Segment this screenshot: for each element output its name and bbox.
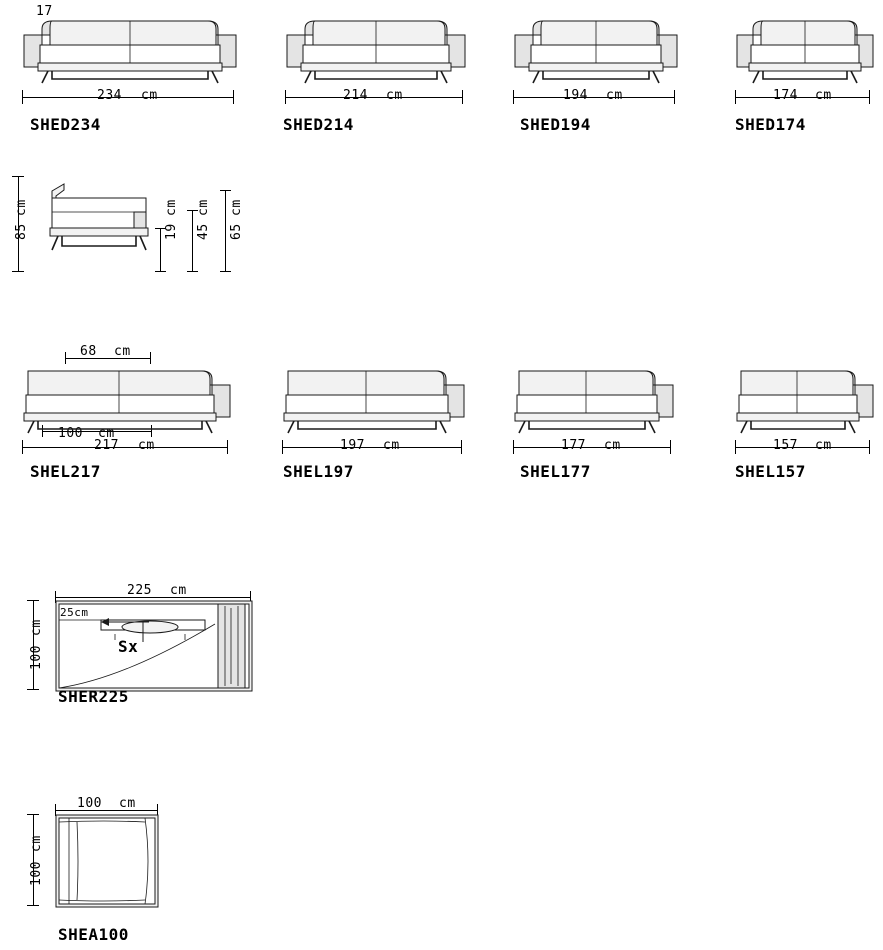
code-label-sher225: SHER225: [58, 687, 129, 706]
code-label-shea100: SHEA100: [58, 925, 129, 944]
dimension-tick-right: [227, 440, 228, 454]
dimension-tick-right: [233, 90, 234, 104]
dimension-tick-top: [220, 190, 231, 191]
dimension-unit-shel157: cm: [815, 438, 832, 453]
module-shed194: [513, 5, 679, 103]
dimension-tick-top: [27, 814, 39, 815]
dimension-width-shed174: 174: [773, 88, 798, 103]
dimension-depth-shea100: 100: [29, 861, 44, 886]
dimension-depth-shea100-unit: cm: [29, 835, 44, 852]
dimension-width-sher225: 225: [127, 583, 152, 598]
dimension-width-shel197: 197: [340, 438, 365, 453]
dimension-line-shed194: [513, 97, 675, 98]
dimension-tick-left: [513, 440, 514, 454]
dimension-line-shed234: [22, 97, 234, 98]
dimension-unit-shed174: cm: [815, 88, 832, 103]
dimension-depth-top-unit: cm: [114, 344, 131, 359]
dimension-tick-right: [461, 440, 462, 454]
dimension-depth-sher225: 100: [29, 645, 44, 670]
sofa-elevation-shel197: [282, 355, 466, 435]
dimension-tick-bottom: [220, 271, 231, 272]
dimension-width-shel157: 157: [773, 438, 798, 453]
dimension-tick-bottom: [12, 271, 24, 272]
dimension-unit-shed234: cm: [141, 88, 158, 103]
dimension-unit-shed194: cm: [606, 88, 623, 103]
dimension-line-shel217: [22, 447, 228, 448]
module-shel177: [513, 355, 675, 453]
code-label-shed234: SHED234: [30, 115, 101, 134]
dimension-tick-left: [513, 90, 514, 104]
dimension-width-shel217: 217: [94, 438, 119, 453]
sofa-elevation-shed234: [22, 5, 238, 85]
dimension-tick-left: [735, 90, 736, 104]
dimension-tick-left: [285, 90, 286, 104]
dimension-unit-shea100: cm: [119, 796, 136, 811]
direction-arrow-icon: [97, 616, 157, 646]
dimension-line-h65: [225, 190, 226, 272]
dimension-depth-top: 68: [80, 344, 97, 359]
dimension-unit-shed214: cm: [386, 88, 403, 103]
dimension-line-sher225-width: [55, 597, 251, 598]
module-shed214: [285, 5, 467, 103]
dimension-line-h19: [160, 228, 161, 272]
code-label-shel157: SHEL157: [735, 462, 806, 481]
sofa-section-profile: [38, 178, 173, 268]
dimension-line-shel157: [735, 447, 870, 448]
code-label-shel177: SHEL177: [520, 462, 591, 481]
dimension-line-shea100-width: [55, 810, 158, 811]
side-mark-sx: Sx: [118, 637, 139, 656]
code-label-shed174: SHED174: [735, 115, 806, 134]
dimension-height-45-unit: cm: [196, 199, 211, 216]
dimension-tick-bottom: [187, 271, 198, 272]
pouf-plan-shea100: [55, 814, 160, 909]
dimension-line-shel177: [513, 447, 671, 448]
dimension-width-shed194: 194: [563, 88, 588, 103]
dimension-inner-25: 25cm: [60, 606, 89, 619]
module-shel197: [282, 355, 466, 453]
dimension-line-shed174: [735, 97, 870, 98]
module-shel157: [735, 355, 875, 453]
dimension-unit-shel217: cm: [138, 438, 155, 453]
dimension-line-shea100-depth: [33, 814, 34, 906]
dimension-width-shel177: 177: [561, 438, 586, 453]
dimension-tick-top: [27, 600, 39, 601]
module-shed234: [22, 5, 238, 103]
dimension-tick-right: [674, 90, 675, 104]
sofa-elevation-shel217: [22, 355, 232, 435]
dimension-tick-top: [12, 176, 24, 177]
sofa-elevation-shed174: [735, 5, 875, 85]
dimension-width-shed234: 234: [97, 88, 122, 103]
sofa-elevation-shel157: [735, 355, 875, 435]
sofa-elevation-shel177: [513, 355, 675, 435]
dimension-line-shed214: [285, 97, 463, 98]
dimension-tick-right: [462, 90, 463, 104]
dimension-tick-bottom: [155, 271, 166, 272]
dimension-height-total-unit: cm: [14, 199, 29, 216]
dimension-height-total: 85: [14, 223, 29, 240]
dimension-tick-left: [22, 90, 23, 104]
dimension-tick-bottom: [27, 905, 39, 906]
dimension-height-19: 19: [164, 223, 179, 240]
dimension-height-45: 45: [196, 223, 211, 240]
dimension-tick-bottom: [27, 689, 39, 690]
sofa-elevation-shed214: [285, 5, 467, 85]
dimension-tick-right: [869, 440, 870, 454]
dimension-width-shea100: 100: [77, 796, 102, 811]
dimension-height-19-unit: cm: [164, 199, 179, 216]
dimension-tick-left: [735, 440, 736, 454]
dimension-tick-right: [670, 440, 671, 454]
dimension-height-65: 65: [229, 223, 244, 240]
module-shed174: [735, 5, 875, 103]
dimension-tick-left: [22, 440, 23, 454]
code-label-shel197: SHEL197: [283, 462, 354, 481]
code-label-shed194: SHED194: [520, 115, 591, 134]
dimension-tick-right: [869, 90, 870, 104]
dimension-unit-sher225: cm: [170, 583, 187, 598]
dimension-height-65-unit: cm: [229, 199, 244, 216]
code-label-shel217: SHEL217: [30, 462, 101, 481]
dimension-depth-sher225-unit: cm: [29, 619, 44, 636]
dimension-tick-left: [282, 440, 283, 454]
dimension-line-shel197: [282, 447, 462, 448]
dimension-depth-bottom-unit: cm: [98, 426, 115, 441]
code-label-shed214: SHED214: [283, 115, 354, 134]
dimension-unit-shel197: cm: [383, 438, 400, 453]
dimension-depth-bottom: 100: [58, 426, 83, 441]
dimension-unit-shel177: cm: [604, 438, 621, 453]
dimension-line-h45: [192, 210, 193, 272]
module-shel217: [22, 355, 232, 453]
note-seat-thickness: 17: [36, 4, 53, 19]
sofa-elevation-shed194: [513, 5, 679, 85]
dimension-width-shed214: 214: [343, 88, 368, 103]
